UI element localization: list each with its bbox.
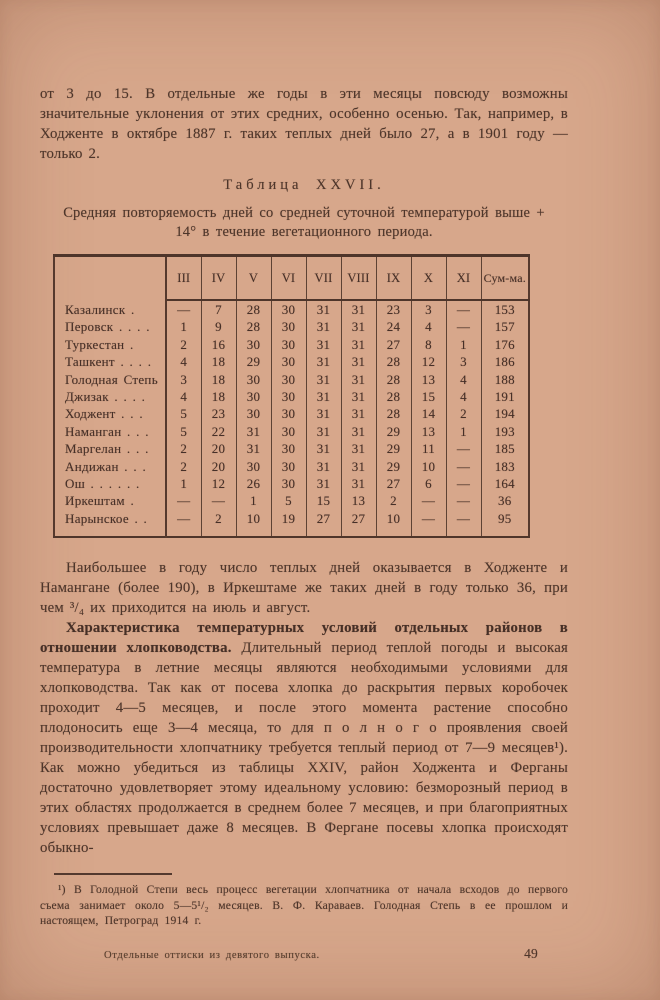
section-paragraph (40, 618, 568, 858)
table-row (54, 300, 529, 318)
table-cell: — (411, 492, 446, 509)
table-cell-sum: 188 (481, 371, 529, 388)
table-cell: 2 (166, 458, 201, 475)
table-cell: 28 (236, 318, 271, 335)
row-label: Джизак . . . . (54, 388, 166, 405)
text-column (40, 84, 568, 966)
table-cell: 1 (236, 492, 271, 509)
table-cell: 23 (201, 405, 236, 422)
table-cell: 12 (411, 353, 446, 370)
table-cell: 1 (446, 336, 481, 353)
table-cell: 15 (306, 492, 341, 509)
table-cell: 27 (306, 510, 341, 537)
table-cell: — (411, 510, 446, 537)
table-cell: 31 (306, 475, 341, 492)
table-title: Таблица XXVII. (223, 177, 385, 193)
footer-note: Отдельные оттиски из девятого выпуска. (104, 950, 320, 962)
table-cell: 31 (306, 405, 341, 422)
table-cell: 31 (306, 300, 341, 318)
table-cell: 31 (341, 458, 376, 475)
table-cell: — (446, 318, 481, 335)
row-label: Маргелан . . . (54, 440, 166, 457)
footnote: ¹) В Голодной Степи весь процесс вегетации хлопчатника от начала всходов до первого съема занимает около 5—5¹/₂ месяцев. В. Ф. Караваев. Голодная Степь в ее прошлом и настоящем, Петроград 1914 г. (40, 883, 568, 928)
row-label: Нарынское . . (54, 510, 166, 537)
column-header: VI (271, 256, 306, 301)
table-header-row (54, 256, 529, 301)
table-cell: 30 (236, 336, 271, 353)
table-cell: 23 (376, 300, 411, 318)
table-cell: — (166, 510, 201, 537)
table-cell-sum: 183 (481, 458, 529, 475)
row-label: Туркестан . (54, 336, 166, 353)
table-cell: 26 (236, 475, 271, 492)
table-row (54, 318, 529, 335)
table-cell: 30 (271, 388, 306, 405)
table-cell: 29 (376, 458, 411, 475)
table-cell: 31 (306, 336, 341, 353)
table-cell: 31 (306, 353, 341, 370)
table-row (54, 423, 529, 440)
table-cell: 2 (166, 440, 201, 457)
table-cell: 31 (306, 458, 341, 475)
table-cell: 31 (306, 423, 341, 440)
table-cell: 31 (341, 475, 376, 492)
station-column-header (54, 256, 166, 301)
table-cell: 6 (411, 475, 446, 492)
table-cell: 13 (411, 371, 446, 388)
table-cell: 30 (271, 458, 306, 475)
table-cell: 28 (376, 371, 411, 388)
section-heading: Характеристика температурных условий отдельных районов в отношении хлопководства. (40, 620, 568, 657)
table-cell-sum: 193 (481, 423, 529, 440)
table-cell: 5 (166, 423, 201, 440)
table-cell-sum: 153 (481, 300, 529, 318)
table-cell: 31 (341, 336, 376, 353)
table-cell: — (166, 492, 201, 509)
table-cell: 15 (411, 388, 446, 405)
table-cell: 22 (201, 423, 236, 440)
table-cell: 29 (376, 423, 411, 440)
table-cell: 10 (236, 510, 271, 537)
table-cell: 31 (341, 353, 376, 370)
table-cell: 31 (341, 371, 376, 388)
table-cell: 29 (376, 440, 411, 457)
table-cell: 31 (306, 371, 341, 388)
table-cell: 1 (166, 318, 201, 335)
table-row (54, 405, 529, 422)
table-cell: 30 (236, 458, 271, 475)
table-cell: — (166, 300, 201, 318)
row-label: Ош . . . . . . (54, 475, 166, 492)
column-header: IV (201, 256, 236, 301)
page-footer (40, 944, 568, 966)
warm-days-table (53, 254, 530, 538)
table-cell-sum: 36 (481, 492, 529, 509)
table-cell: 31 (306, 318, 341, 335)
table-cell: 30 (236, 388, 271, 405)
table-cell-sum: 185 (481, 440, 529, 457)
row-label: Голодная Степь (54, 371, 166, 388)
table-cell: 13 (341, 492, 376, 509)
table-cell: 12 (201, 475, 236, 492)
table-cell: 28 (376, 405, 411, 422)
table-cell: 19 (271, 510, 306, 537)
table-cell: 2 (376, 492, 411, 509)
table-cell: 1 (446, 423, 481, 440)
table-cell: 31 (306, 388, 341, 405)
table-cell: 31 (341, 318, 376, 335)
table-cell: 4 (446, 388, 481, 405)
column-header: V (236, 256, 271, 301)
column-header: XI (446, 256, 481, 301)
table-cell: 30 (236, 405, 271, 422)
table-row (54, 371, 529, 388)
table-row (54, 475, 529, 492)
table-cell: 3 (166, 371, 201, 388)
table-cell: — (446, 475, 481, 492)
table-cell: 27 (341, 510, 376, 537)
table-cell: — (446, 510, 481, 537)
table-cell: 30 (271, 318, 306, 335)
table-cell: 30 (271, 300, 306, 318)
row-label: Перовск . . . . (54, 318, 166, 335)
table-cell-sum: 157 (481, 318, 529, 335)
table-cell: 18 (201, 353, 236, 370)
table-row (54, 458, 529, 475)
table-cell-sum: 194 (481, 405, 529, 422)
table-row (54, 336, 529, 353)
table-cell: 30 (271, 423, 306, 440)
table-cell-sum: 186 (481, 353, 529, 370)
table-cell: 27 (376, 336, 411, 353)
table-cell: 11 (411, 440, 446, 457)
section-body: Длительный период теплой погоды и высокая температура в летние месяцы являются необходимыми условиями для хлопководства. Так как от посева хлопка до раскрытия первых коробочек проходит 4—5 месяцев, и после этого момента растение способно плодоносить еще 3—4 месяца, то для п о л н о г о проявления своей производительности хлопчатнику требуется теплый период от 7—9 месяцев¹). Как можно убедиться из таблицы XXIV, район Ходжента и Ферганы достаточно удовлетворяет этому идеальному условию: безморозный период в этих областях продолжается в среднем более 7 месяцев, и при благоприятных условиях превышает даже 8 месяцев. В Фергане посевы хлопка происходят обыкно- (40, 640, 568, 857)
table-cell: 30 (271, 475, 306, 492)
table-cell: — (201, 492, 236, 509)
table-cell-sum: 176 (481, 336, 529, 353)
table-cell: 4 (166, 388, 201, 405)
table-cell: 31 (341, 423, 376, 440)
table-cell: 4 (166, 353, 201, 370)
table-row (54, 510, 529, 537)
table-cell: 31 (341, 300, 376, 318)
table-cell: 10 (376, 510, 411, 537)
table-cell: 28 (376, 388, 411, 405)
table-row (54, 353, 529, 370)
table-cell: 2 (446, 405, 481, 422)
table-cell: 10 (411, 458, 446, 475)
table-cell: 20 (201, 458, 236, 475)
column-header: IX (376, 256, 411, 301)
page-number: 49 (524, 946, 538, 962)
table-subtitle: Средняя повторяемость дней со средней суточной температурой выше + 14° в течение вегетационного периода. (63, 205, 545, 240)
row-label: Ташкент . . . . (54, 353, 166, 370)
table-cell: — (446, 440, 481, 457)
table-cell: 7 (201, 300, 236, 318)
table-cell: 28 (376, 353, 411, 370)
row-label: Андижан . . . (54, 458, 166, 475)
table-cell: 2 (166, 336, 201, 353)
column-header: III (166, 256, 201, 301)
table-cell: 30 (236, 371, 271, 388)
table-cell: 20 (201, 440, 236, 457)
table-cell: 31 (236, 423, 271, 440)
table-cell: — (446, 300, 481, 318)
table-cell: 24 (376, 318, 411, 335)
table-cell: 27 (376, 475, 411, 492)
table-row (54, 440, 529, 457)
table-cell: 5 (166, 405, 201, 422)
table-cell: 3 (446, 353, 481, 370)
table-cell: 4 (446, 371, 481, 388)
table-cell: 13 (411, 423, 446, 440)
column-header: X (411, 256, 446, 301)
table-cell: 4 (411, 318, 446, 335)
intro-paragraph: от 3 до 15. В отдельные же годы в эти месяцы повсюду возможны значительные уклонения от этих средних, особенно осенью. Так, например, в Ходженте в октябре 1887 г. таких теплых дней было 27, а в 1901 году — только 2. (40, 86, 568, 162)
row-label: Наманган . . . (54, 423, 166, 440)
table-cell: 14 (411, 405, 446, 422)
row-label: Иркештам . (54, 492, 166, 509)
table-row (54, 388, 529, 405)
table-cell: 9 (201, 318, 236, 335)
table-cell: 18 (201, 388, 236, 405)
table-cell: — (446, 492, 481, 509)
table-cell: 3 (411, 300, 446, 318)
table-cell: 29 (236, 353, 271, 370)
table-cell: — (446, 458, 481, 475)
column-header: VIII (341, 256, 376, 301)
table-cell-sum: 164 (481, 475, 529, 492)
table-cell: 18 (201, 371, 236, 388)
sum-column-header: Сум-ма. (481, 256, 529, 301)
table-cell: 30 (271, 336, 306, 353)
table-cell: 16 (201, 336, 236, 353)
table-cell-sum: 95 (481, 510, 529, 537)
footnote-rule (54, 873, 172, 875)
table-cell: 1 (166, 475, 201, 492)
table-cell: 31 (236, 440, 271, 457)
table-cell: 5 (271, 492, 306, 509)
table-cell: 30 (271, 353, 306, 370)
table-cell: 30 (271, 440, 306, 457)
column-header: VII (306, 256, 341, 301)
table-cell: 28 (236, 300, 271, 318)
table-row (54, 492, 529, 509)
table-cell-sum: 191 (481, 388, 529, 405)
row-label: Ходжент . . . (54, 405, 166, 422)
table-cell: 31 (341, 388, 376, 405)
table-cell: 30 (271, 371, 306, 388)
after-table-paragraph: Наибольшее в году число теплых дней оказывается в Ходженте и Намангане (более 190), в Иркештаме же таких дней в году только 36, при чем ³/₄ их приходится на июль и август. (40, 560, 568, 617)
table-cell: 31 (306, 440, 341, 457)
table-cell: 8 (411, 336, 446, 353)
table-cell: 30 (271, 405, 306, 422)
table-cell: 31 (341, 405, 376, 422)
row-label: Казалинск . (54, 300, 166, 318)
table-cell: 2 (201, 510, 236, 537)
table-cell: 31 (341, 440, 376, 457)
